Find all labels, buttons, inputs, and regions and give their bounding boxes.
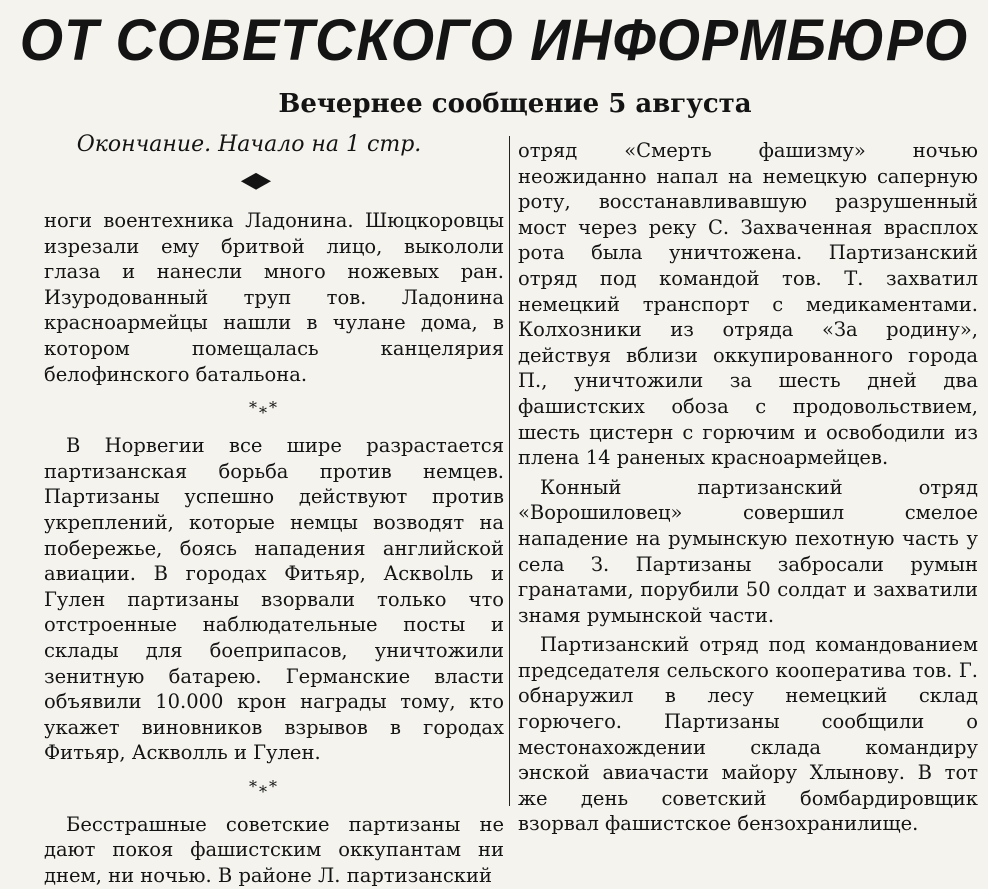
- right-paragraph-3: Партизанский отряд под командованием председателя сельского кооператива тов. Г. обнаружил в лесу немецкий склад горючего. Партизаны сообщили о местонахождении склада командиру энской авиачасти майору Хлынову. В тот же день советский бомбардировщик взорвал фашистское бензохранилище.: [518, 633, 978, 836]
- left-column: [44, 128, 504, 889]
- left-paragraph-1: ноги воентехника Ладонина. Шюцкоровцы изрезали ему бритвой лицо, выкололи глаза и нанесли много ножевых ран. Изуродованный труп тов. Ладонина красноармейцы нашли в чулане дома, в котором помещалась канцелярия белофинского батальона.: [44, 209, 504, 386]
- left-paragraph-2: В Норвегии все шире разрастается партизанская борьба против немцев. Партизаны успешно действуют против укреплений, которые немцы возводят на побережье, боясь нападения английской авиации. В городах Фитьяр, Асквolль и Гулен партизаны взорвали только что отстроенные наблюдательные посты и склады для боеприпасов, уничтожили зенитную батарею. Германские власти объявили 10.000 крон награды тому, кто укажет виновников взрывов в городах Фитьяр, Асквoлль и Гулен.: [44, 434, 504, 765]
- ornament-divider: ◆: [240, 168, 272, 193]
- headline: ОТ СОВЕТСКОГО ИНФОРМБЮРО: [19, 8, 969, 73]
- continuation-note: Окончание. Начало на 1 стр.: [76, 132, 422, 157]
- right-column: [518, 138, 978, 837]
- column-rule: [509, 136, 510, 806]
- left-paragraph-3: Бесстрашные советские партизаны не дают покоя фашистским оккупантам ни днем, ни ночью. В районе Л. партизанский: [44, 812, 504, 888]
- asterism-separator-1: *⁎*: [249, 398, 279, 418]
- asterism-separator-2: *⁎*: [249, 776, 279, 796]
- right-paragraph-1: отряд «Смерть фашизму» ночью неожиданно напал на немецкую саперную роту, восстанавливавшую разрушенный мост через реку С. Захваченная врасплох рота была уничтожена. Партизанский отряд под командой тов. Т. захватил немецкий транспорт с медикаментами. Колхозники из отряда «За родину», действуя вблизи оккупированного города П., уничтожили за шесть дней два фашистских обоза с продовольствием, шесть цистерн с горючим и освободили из плена 14 раненых красноармейцев.: [518, 139, 978, 470]
- subheadline: Вечернее сообщение 5 августа: [278, 89, 752, 119]
- right-paragraph-2: Конный партизанский отряд «Ворошиловец» совершил смелое нападение на румынскую пехотную часть у села З. Партизаны забросали румын гранатами, порубили 50 солдат и захватили знамя румынской части.: [518, 475, 978, 627]
